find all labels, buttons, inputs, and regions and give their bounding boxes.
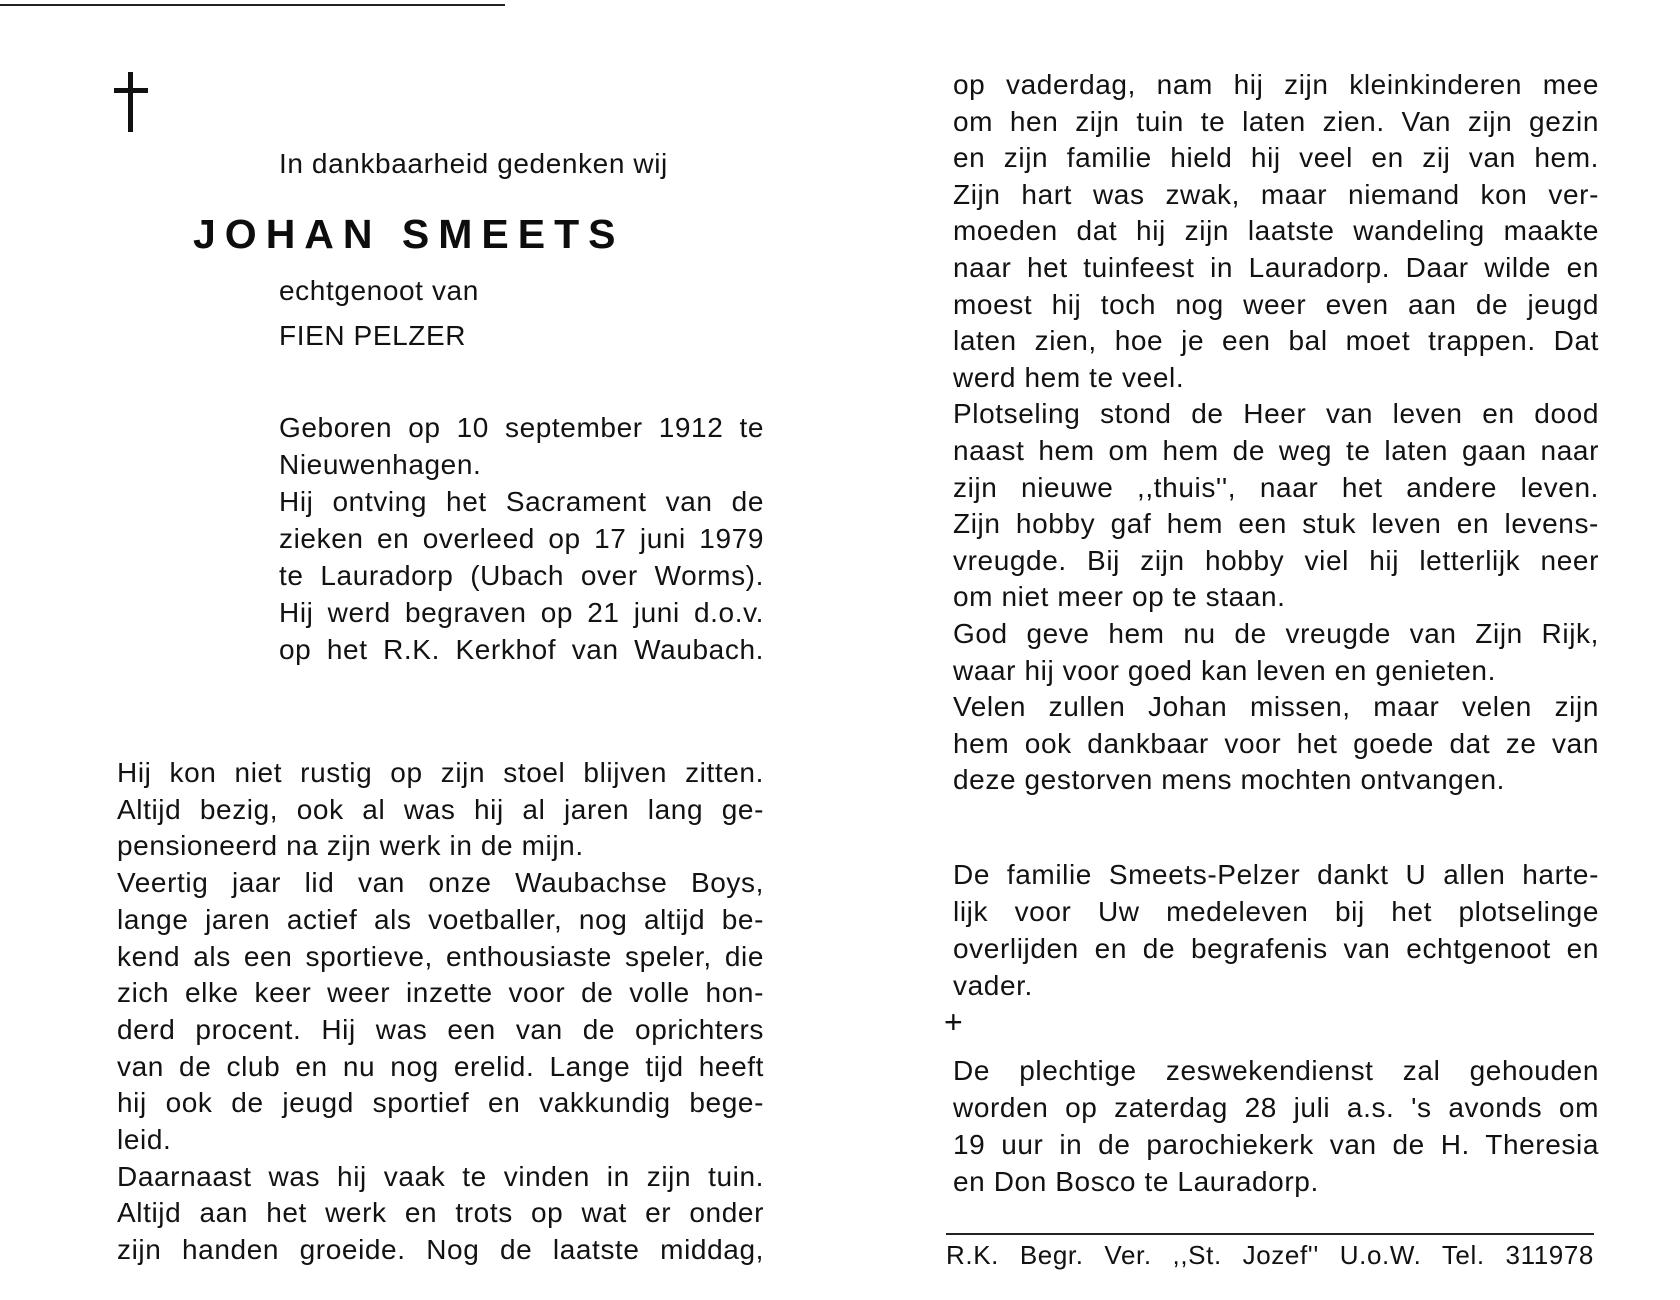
thanks-line: lijk voor Uw medeleven bij het plotselinge xyxy=(953,896,1599,927)
right-text-line: werd hem te veel. xyxy=(953,361,1185,393)
thanks-line: vader. xyxy=(953,970,1033,1001)
spouse-label: echtgenoot van xyxy=(279,275,479,306)
plus-sign: + xyxy=(944,1004,963,1040)
right-text-line: op vaderdag, nam hij zijn kleinkinderen mee xyxy=(953,69,1599,100)
left-text-line: lange jaren actief als voetballer, nog altijd be- xyxy=(117,903,764,935)
left-text-line: kend als een sportieve, enthousiaste speler, die xyxy=(117,940,764,972)
intro-line: In dankbaarheid gedenken wij xyxy=(279,148,668,179)
right-text-line: Zijn hart was zwak, maar niemand kon ver- xyxy=(953,178,1599,210)
details-line: Hij ontving het Sacrament van de xyxy=(279,486,764,517)
right-text-line: vreugde. Bij zijn hobby viel hij letterlijk neer xyxy=(953,544,1599,576)
details-line: zieken en overleed op 17 juni 1979 xyxy=(279,523,764,554)
left-text-line: derd procent. Hij was een van de oprichters xyxy=(117,1013,764,1045)
right-text-line: moest hij toch nog weer even aan de jeugd xyxy=(953,288,1599,320)
right-text-line: waar hij voor goed kan leven en genieten. xyxy=(953,654,1496,686)
right-text-line: laten zien, hoe je een bal moet trappen. Dat xyxy=(953,325,1599,357)
service-line: en Don Bosco te Lauradorp. xyxy=(953,1166,1319,1197)
left-text-line: van de club en nu nog erelid. Lange tijd heeft xyxy=(117,1050,764,1082)
right-text-line: hem ook dankbaar voor het goede dat ze van xyxy=(953,727,1599,759)
left-text-line: Veertig jaar lid van onze Waubachse Boys, xyxy=(117,867,764,899)
service-line: 19 uur in de parochiekerk van de H. Theresia xyxy=(953,1129,1599,1160)
top-rule xyxy=(0,4,505,6)
right-text-line: en zijn familie hield hij veel en zij van hem. xyxy=(953,142,1599,174)
right-text-line: Plotseling stond de Heer van leven en dood xyxy=(953,398,1599,430)
thanks-line: overlijden en de begrafenis van echtgenoot en xyxy=(953,933,1599,964)
left-text-line: pensioneerd na zijn werk in de mijn. xyxy=(117,830,584,862)
service-line: worden op zaterdag 28 juli a.s. 's avonds om xyxy=(953,1092,1599,1123)
details-line: Hij werd begraven op 21 juni d.o.v. xyxy=(279,597,764,628)
left-text-line: zich elke keer weer inzette voor de volle hon- xyxy=(117,977,764,1009)
left-text-line: leid. xyxy=(117,1124,172,1155)
left-text-line: Daarnaast was hij vaak te vinden in zijn tuin. xyxy=(117,1160,764,1192)
right-text-line: deze gestorven mens mochten ontvangen. xyxy=(953,764,1506,796)
bottom-rule xyxy=(946,1233,1594,1235)
right-text-line: Velen zullen Johan missen, maar velen zijn xyxy=(953,691,1599,723)
right-text-line: naast hem om hem de weg te laten gaan naar xyxy=(953,435,1599,466)
right-text-line: zijn nieuwe ,,thuis'', naar het andere leven. xyxy=(953,471,1599,503)
left-text-line: Altijd aan het werk en trots op wat er onder xyxy=(117,1197,764,1229)
details-line: Nieuwenhagen. xyxy=(279,449,482,480)
spouse-name: FIEN PELZER xyxy=(279,320,467,351)
right-text-line: moeden dat hij zijn laatste wandeling maakte xyxy=(953,215,1599,247)
left-text-line: Altijd bezig, ook al was hij al jaren lang ge- xyxy=(117,793,764,825)
right-text-line: Zijn hobby gaf hem een stuk leven en levens- xyxy=(953,508,1599,540)
cross-icon xyxy=(114,72,148,132)
service-line: De plechtige zeswekendienst zal gehouden xyxy=(953,1055,1599,1086)
details-line: op het R.K. Kerkhof van Waubach. xyxy=(279,634,764,665)
right-text-line: naar het tuinfeest in Lauradorp. Daar wilde en xyxy=(953,252,1599,283)
deceased-name: JOHAN SMEETS xyxy=(193,211,625,257)
thanks-line: De familie Smeets-Pelzer dankt U allen harte- xyxy=(953,859,1599,890)
left-text-line: zijn handen groeide. Nog de laatste middag, xyxy=(117,1234,764,1266)
left-text-line: Hij kon niet rustig op zijn stoel blijven zitten. xyxy=(117,757,764,788)
details-line: te Lauradorp (Ubach over Worms). xyxy=(279,560,764,591)
right-text-line: om niet meer op te staan. xyxy=(953,581,1286,613)
right-text-line: God geve hem nu de vreugde van Zijn Rijk, xyxy=(953,618,1599,649)
left-text-line: hij ook de jeugd sportief en vakkundig bege- xyxy=(117,1087,764,1119)
details-line: Geboren op 10 september 1912 te xyxy=(279,412,764,443)
printer-line: R.K. Begr. Ver. ,,St. Jozef'' U.o.W. Tel. 311978 xyxy=(946,1240,1594,1270)
right-text-line: om hen zijn tuin te laten zien. Van zijn gezin xyxy=(953,105,1599,137)
